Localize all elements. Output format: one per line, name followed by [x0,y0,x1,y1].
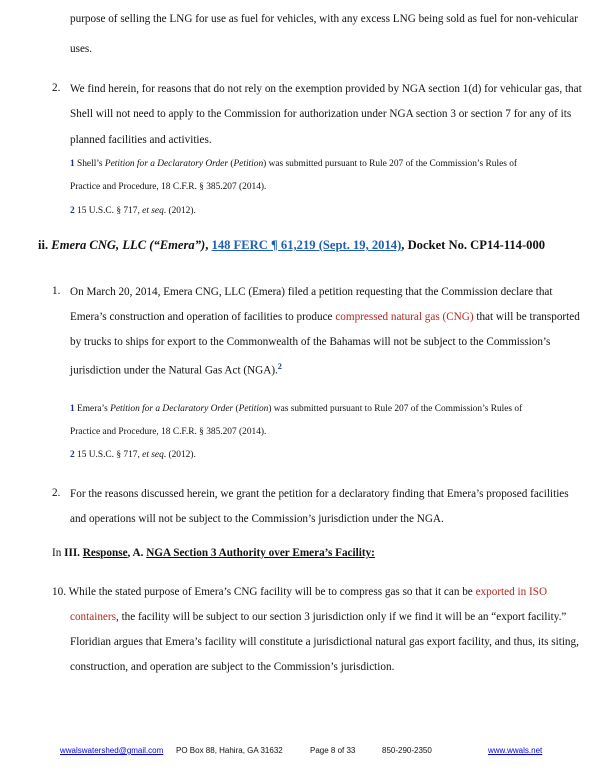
section-sub: , A. [127,547,147,559]
footnote-text: 15 U.S.C. § 717, [77,206,140,216]
emera-para1-number: 1. [52,285,61,297]
shell-footnote-2 [70,205,196,217]
ferc-citation-link[interactable]: 148 FERC ¶ 61,219 (Sept. 19, 2014) [211,238,402,252]
emera-para1-line3: by trucks to ships for export to the Commonwealth of the Bahamas will not be subject to the Commission’s [70,336,551,348]
footer-page-number: Page 8 of 33 [310,746,356,755]
footnote-text: Emera’s [77,404,108,414]
section-number: III. [64,547,83,559]
text-segment: , the facility will be subject to our section 3 jurisdiction only if we find it will be an “export facility.” [115,611,567,623]
footer-website-link[interactable]: www.wwals.net [488,746,543,755]
heading-comma: , [205,238,212,252]
para2-line1: We find herein, for reasons that do not rely on the exemption provided by NGA section 1(d) for vehicular gas, that [70,83,582,95]
cng-highlight: compressed natural gas (CNG) [335,311,474,323]
text-segment: 10. While the stated purpose of Emera’s CNG facility will be to compress gas so that it can be [52,586,473,598]
footnote-title: Petition for a Declaratory Order [104,159,228,169]
case-heading [38,238,545,253]
footnote-text: 15 U.S.C. § 717, [77,450,140,460]
text-segment: jurisdiction under the Natural Gas Act (NGA). [70,364,278,377]
heading-company: Emera CNG, LLC (“Emera”) [51,238,206,252]
emera-footnote-1 [70,403,522,415]
footnote-text: ) was submitted pursuant to Rule 207 of the Commission’s Rules of [268,404,523,414]
footnote-number: 2 [70,450,75,460]
para10-line1 [52,585,547,599]
section-title: NGA Section 3 Authority over Emera’s Facility: [146,547,375,559]
emera-footnote-1-line2: Practice and Procedure, 18 C.F.R. § 385.207 (2014). [70,427,267,437]
containers-highlight: containers [70,611,116,623]
footnote-number: 2 [70,206,75,216]
shell-footnote-1 [70,158,517,170]
section-response: Response [82,547,128,559]
heading-docket: , Docket No. CP14-114-000 [401,238,546,252]
emera-para2-line2: and operations will not be subject to the Commission’s jurisdiction under the NGA. [70,513,444,525]
iso-highlight: exported in ISO [475,586,548,598]
shell-footnote-1-line2: Practice and Procedure, 18 C.F.R. § 385.207 (2014). [70,182,267,192]
para10-line2 [70,610,566,624]
para1-line1: purpose of selling the LNG for use as fuel for vehicles, with any excess LNG being sold as fuel for non-vehicular [70,13,578,25]
emera-footnote-2 [70,449,196,461]
text-segment: that will be transported [476,311,580,323]
footnote-et-seq: et seq [142,450,164,460]
para10-line3: Floridian argues that Emera’s facility will constitute a jurisdictional natural gas export facility, and thus, its siting, [70,636,579,648]
emera-para1-line2 [70,310,580,324]
emera-para1-line1: On March 20, 2014, Emera CNG, LLC (Emera) filed a petition requesting that the Commission declare that [70,286,553,298]
footnote-number: 1 [70,159,75,169]
text-segment: Emera’s construction and operation of facilities to produce [70,311,333,323]
footnote-text: ) was submitted pursuant to Rule 207 of the Commission’s Rules of [263,159,518,169]
section-reference [52,547,375,559]
heading-prefix: ii. [38,238,52,252]
footer-email-link[interactable]: wwalswatershed@gmail.com [60,746,164,755]
emera-para1-line4 [70,360,282,378]
emera-para2-line1: For the reasons discussed herein, we grant the petition for a declaratory finding that Emera’s proposed facilities [70,488,569,500]
footnote-short-title: Petition [238,404,269,414]
footnote-short-title: Petition [233,159,264,169]
section-in: In [52,547,65,559]
footnote-et-seq: et seq [142,206,164,216]
para10-line4: construction, and operation are subject to the Commission’s jurisdiction. [70,661,395,673]
footnote-title: Petition for a Declaratory Order [110,404,234,414]
footnote-paren: ( [230,159,234,169]
footnote-ref-2[interactable]: 2 [277,362,282,371]
para2-number: 2. [52,82,61,94]
footnote-number: 1 [70,404,75,414]
footnote-text: Shell’s [77,159,103,169]
footer-phone: 850-290-2350 [382,746,432,755]
footnote-text: . (2012). [163,206,196,216]
para2-line3: planned facilities and activities. [70,134,212,146]
footnote-paren: ( [235,404,239,414]
footnote-text: . (2012). [163,450,196,460]
emera-para2-number: 2. [52,487,61,499]
para1-line2: uses. [70,43,93,55]
para2-line2: Shell will not need to apply to the Commission for authorization under NGA section 3 or section 7 for any of its [70,108,572,120]
footer-address: PO Box 88, Hahira, GA 31632 [176,746,283,755]
